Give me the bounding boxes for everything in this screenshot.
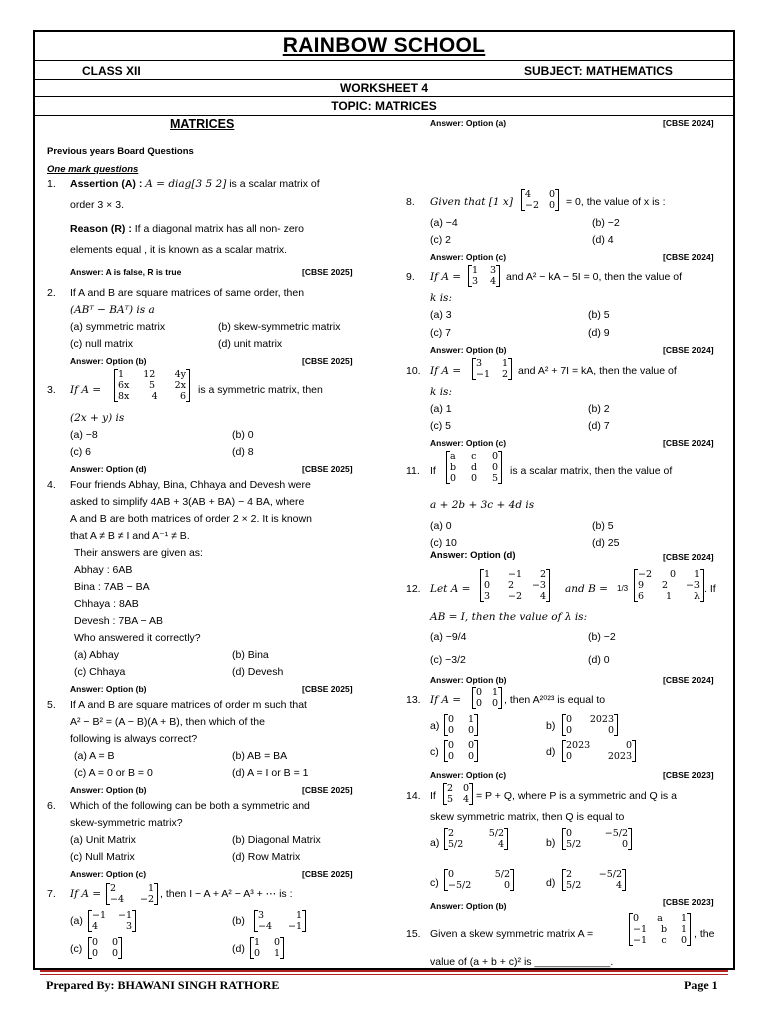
option: (a) −9/4	[430, 631, 467, 643]
option: (c) A = 0 or B = 0	[74, 767, 153, 779]
option: (d) A = I or B = 1	[232, 767, 309, 779]
question-text: , then I − A + A² − A³ + ⋯ is :	[160, 888, 293, 900]
subject-label: SUBJECT: MATHEMATICS	[524, 64, 673, 78]
matrix: 2 −5/2 5/2 4	[566, 869, 622, 891]
option: (d) 8	[232, 446, 254, 458]
answer-line: Answer: Option (a)	[430, 118, 507, 128]
matrix: 0 −5/2 5/2 0	[566, 828, 628, 850]
cbse-year: [CBSE 2025]	[302, 464, 353, 474]
option: (b) AB = BA	[232, 750, 288, 762]
question-number: 3.	[47, 384, 56, 396]
matrix: 0 1 0 0	[476, 687, 498, 709]
option: (d) 7	[588, 420, 610, 432]
question-number: 14.	[406, 790, 421, 802]
question-text: Given a skew symmetric matrix A =	[430, 928, 594, 940]
option: (b) skew-symmetric matrix	[218, 321, 341, 333]
option: (d) Row Matrix	[232, 851, 301, 863]
option-label: (c)	[70, 943, 83, 955]
question-text: a + 2b + 3c + 4d is	[430, 499, 535, 511]
cbse-year: [CBSE 2025]	[302, 684, 353, 694]
option-label: (b)	[232, 915, 245, 927]
answer-line: Answer: Option (c)	[430, 438, 507, 448]
question-text: and A² + 7I = kA, then the value of	[518, 365, 677, 377]
matrix: 0 0 0 0	[448, 740, 474, 762]
matrix: 1 −1 2 0 2 −3 3 −2 4	[484, 569, 546, 602]
answer-line: Answer: Option (d)	[430, 550, 516, 561]
matrix: 3 1 −1 2	[476, 358, 508, 380]
option: (d) unit matrix	[218, 338, 283, 350]
question-text: If A =	[70, 384, 102, 396]
question-text: value of (a + b + c)² is _____________.	[430, 956, 614, 968]
matrix: 1 12 4y 6x 5 2x 8x 4 6	[118, 369, 186, 402]
option: (a) Abhay	[74, 649, 119, 661]
answer-line: Answer: Option (c)	[430, 252, 507, 262]
question-text: that A ≠ B ≠ I and A⁻¹ ≠ B.	[70, 530, 190, 542]
section-title: MATRICES	[170, 117, 235, 131]
question-number: 11.	[406, 465, 420, 477]
matrix: 4 0 −2 0	[525, 189, 555, 211]
question-text: Abhay : 6AB	[74, 564, 133, 576]
matrix: 0 a 1 −1 b 1 −1 c 0	[633, 913, 687, 946]
option-label: d)	[546, 746, 556, 758]
question-text: If	[430, 465, 436, 477]
question-text: . If	[704, 583, 716, 595]
question-number: 7.	[47, 888, 56, 900]
answer-line: Answer: Option (b)	[430, 901, 507, 911]
option-label: (a)	[70, 915, 83, 927]
topic-label: TOPIC: MATRICES	[331, 99, 437, 113]
school-title: RAINBOW SCHOOL	[282, 34, 486, 57]
option-label: b)	[546, 837, 556, 849]
question-number: 5.	[47, 699, 56, 711]
question-text: If A =	[430, 365, 462, 377]
matrix: 2023 0 0 2023	[566, 740, 632, 762]
one-mark-heading: One mark questions	[47, 164, 139, 175]
question-text: order 3 × 3.	[70, 199, 124, 211]
question-text: and B =	[565, 583, 608, 595]
option: (c) 2	[430, 234, 451, 246]
option: (d) Devesh	[232, 666, 284, 678]
option-label: a)	[430, 720, 440, 732]
answer-line: Answer: Option (c)	[430, 770, 507, 780]
matrix: 2 1 −4 −2	[110, 883, 154, 905]
option: (a) Unit Matrix	[70, 834, 136, 846]
footer-rule	[40, 974, 728, 975]
question-number: 12.	[406, 583, 421, 595]
option: (d) 9	[588, 327, 610, 339]
question-text: If A and B are square matrices of same order, then	[70, 287, 305, 299]
question-text: elements equal , it is known as a scalar matrix.	[70, 244, 288, 256]
divider	[33, 60, 735, 61]
question-text: If A =	[430, 271, 462, 283]
matrix: 0 2023 0 0	[566, 714, 614, 736]
answer-line: Answer: Option (b)	[70, 684, 147, 694]
option: (a) −8	[70, 429, 98, 441]
option-label: c)	[430, 877, 439, 889]
question-text: (ABᵀ − BAᵀ) is a	[70, 304, 155, 316]
option-label: c)	[430, 746, 439, 758]
question-number: 2.	[47, 287, 56, 299]
divider	[33, 115, 735, 116]
option-label: d)	[546, 877, 556, 889]
matrix: 1 0 0 1	[254, 937, 280, 959]
question-number: 10.	[406, 365, 421, 377]
answer-line: Answer: A is false, R is true	[70, 267, 182, 277]
question-text: skew-symmetric matrix?	[70, 817, 183, 829]
question-text: AB = I, then the value of λ is:	[430, 611, 588, 623]
question-text: Reason (R) : If a diagonal matrix has all non- zero	[70, 223, 305, 235]
matrix: 2 5/2 5/2 4	[448, 828, 504, 850]
question-text: , the	[694, 928, 715, 940]
fraction: 1/3	[617, 584, 629, 593]
answer-line: Answer: Option (b)	[430, 345, 507, 355]
question-text: following is always correct?	[70, 733, 198, 745]
question-text: asked to simplify 4AB + 3(AB + BA) − 4 BA, where	[70, 496, 305, 508]
matrix: −2 0 1 9 2 −3 6 1 λ	[638, 569, 700, 602]
question-text: Let A =	[430, 583, 471, 595]
matrix: 1 3 3 4	[472, 265, 496, 287]
cbse-year: [CBSE 2023]	[663, 770, 714, 780]
matrix: 0 1 0 0	[448, 714, 474, 736]
question-text: = 0, the value of x is :	[566, 196, 666, 208]
question-number: 8.	[406, 196, 415, 208]
option: (c) Chhaya	[74, 666, 126, 678]
question-text: = P + Q, where P is a symmetric and Q is a	[476, 790, 677, 802]
option: (c) 7	[430, 327, 451, 339]
cbse-year: [CBSE 2024]	[663, 118, 714, 128]
option: (c) 10	[430, 537, 457, 549]
option: (a) 1	[430, 403, 452, 415]
question-text: Devesh : 7BA − AB	[74, 615, 164, 627]
question-text: If	[430, 790, 436, 802]
question-number: 9.	[406, 271, 415, 283]
question-text: and A² − kA − 5I = 0, then the value of	[506, 271, 683, 283]
cbse-year: [CBSE 2025]	[302, 869, 353, 879]
footer-rule	[40, 970, 728, 972]
prev-year-heading: Previous years Board Questions	[47, 146, 194, 157]
matrix: 2 0 5 4	[447, 783, 469, 805]
option: (b) −2	[592, 217, 620, 229]
question-text: Which of the following can be both a symmetric and	[70, 800, 310, 812]
answer-line: Answer: Option (b)	[70, 785, 147, 795]
question-text: If A and B are square matrices of order m such that	[70, 699, 307, 711]
matrix: −1 −1 4 3	[92, 910, 132, 932]
question-number: 4.	[47, 479, 56, 491]
question-number: 13.	[406, 694, 421, 706]
option: (a) 0	[430, 520, 452, 532]
question-text: k is:	[430, 386, 452, 398]
cbse-year: [CBSE 2024]	[663, 345, 714, 355]
cbse-year: [CBSE 2025]	[302, 785, 353, 795]
matrix: 3 1 −4 −1	[258, 910, 302, 932]
option: (a) symmetric matrix	[70, 321, 166, 333]
option: (c) null matrix	[70, 338, 134, 350]
matrix: 0 0 0 0	[92, 937, 118, 959]
answer-line: Answer: Option (d)	[70, 464, 147, 474]
option: (c) −3/2	[430, 654, 466, 666]
class-label: CLASS XII	[82, 64, 141, 78]
option: (b) −2	[588, 631, 616, 643]
question-text: If A =	[430, 694, 462, 706]
option: (b) 0	[232, 429, 254, 441]
option: (c) Null Matrix	[70, 851, 135, 863]
answer-line: Answer: Option (b)	[430, 675, 507, 685]
question-text: is a scalar matrix, then the value of	[510, 465, 673, 477]
question-text: Who answered it correctly?	[74, 632, 201, 644]
footer-author: Prepared By: BHAWANI SINGH RATHORE	[46, 978, 280, 992]
question-text: A² − B² = (A − B)(A + B), then which of the	[70, 716, 265, 728]
question-text: is a symmetric matrix, then	[198, 384, 323, 396]
cbse-year: [CBSE 2024]	[663, 438, 714, 448]
option-label: b)	[546, 720, 556, 732]
question-text: k is:	[430, 292, 452, 304]
option: (c) 5	[430, 420, 451, 432]
option: (c) 6	[70, 446, 91, 458]
question-text: If A =	[70, 888, 102, 900]
cbse-year: [CBSE 2024]	[663, 252, 714, 262]
cbse-year: [CBSE 2023]	[663, 897, 714, 907]
divider	[33, 96, 735, 97]
option: (b) 2	[588, 403, 610, 415]
question-text: Chhaya : 8AB	[74, 598, 139, 610]
option: (d) 0	[588, 654, 610, 666]
question-text: (2x + y) is	[70, 412, 125, 424]
cbse-year: [CBSE 2024]	[663, 552, 714, 562]
question-text: Given that [1 x]	[430, 196, 513, 208]
option: (b) 5	[592, 520, 614, 532]
answer-line: Answer: Option (c)	[70, 869, 147, 879]
question-number: 15.	[406, 928, 421, 940]
option: (b) 5	[588, 309, 610, 321]
question-text: Four friends Abhay, Bina, Chhaya and Devesh were	[70, 479, 311, 491]
question-text: skew symmetric matrix, then Q is equal to	[430, 811, 625, 823]
cbse-year: [CBSE 2024]	[663, 675, 714, 685]
worksheet-label: WORKSHEET 4	[339, 81, 428, 95]
question-text: Bina : 7AB − BA	[74, 581, 150, 593]
question-text: A and B are both matrices of order 2 × 2. It is known	[70, 513, 312, 525]
divider	[33, 79, 735, 80]
cbse-year: [CBSE 2025]	[302, 356, 353, 366]
matrix: a c 0 b d 0 0 0 5	[450, 451, 498, 484]
option: (d) 25	[592, 537, 620, 549]
option: (a) −4	[430, 217, 458, 229]
question-number: 1.	[47, 178, 56, 190]
option: (b) Diagonal Matrix	[232, 834, 321, 846]
question-text: Their answers are given as:	[74, 547, 203, 559]
option: (d) 4	[592, 234, 614, 246]
cbse-year: [CBSE 2025]	[302, 267, 353, 277]
question-number: 6.	[47, 800, 56, 812]
option: (a) 3	[430, 309, 452, 321]
option-label: (d)	[232, 943, 245, 955]
question-text: Assertion (A) : A = diag[3 5 2] is a scalar matrix of	[70, 178, 320, 190]
option: (a) A = B	[74, 750, 115, 762]
matrix: 0 5/2 −5/2 0	[448, 869, 510, 891]
option: (b) Bina	[232, 649, 269, 661]
answer-line: Answer: Option (b)	[70, 356, 147, 366]
page-number: Page 1	[684, 978, 718, 992]
option-label: a)	[430, 837, 440, 849]
question-text: , then A²⁰²³ is equal to	[504, 694, 606, 706]
